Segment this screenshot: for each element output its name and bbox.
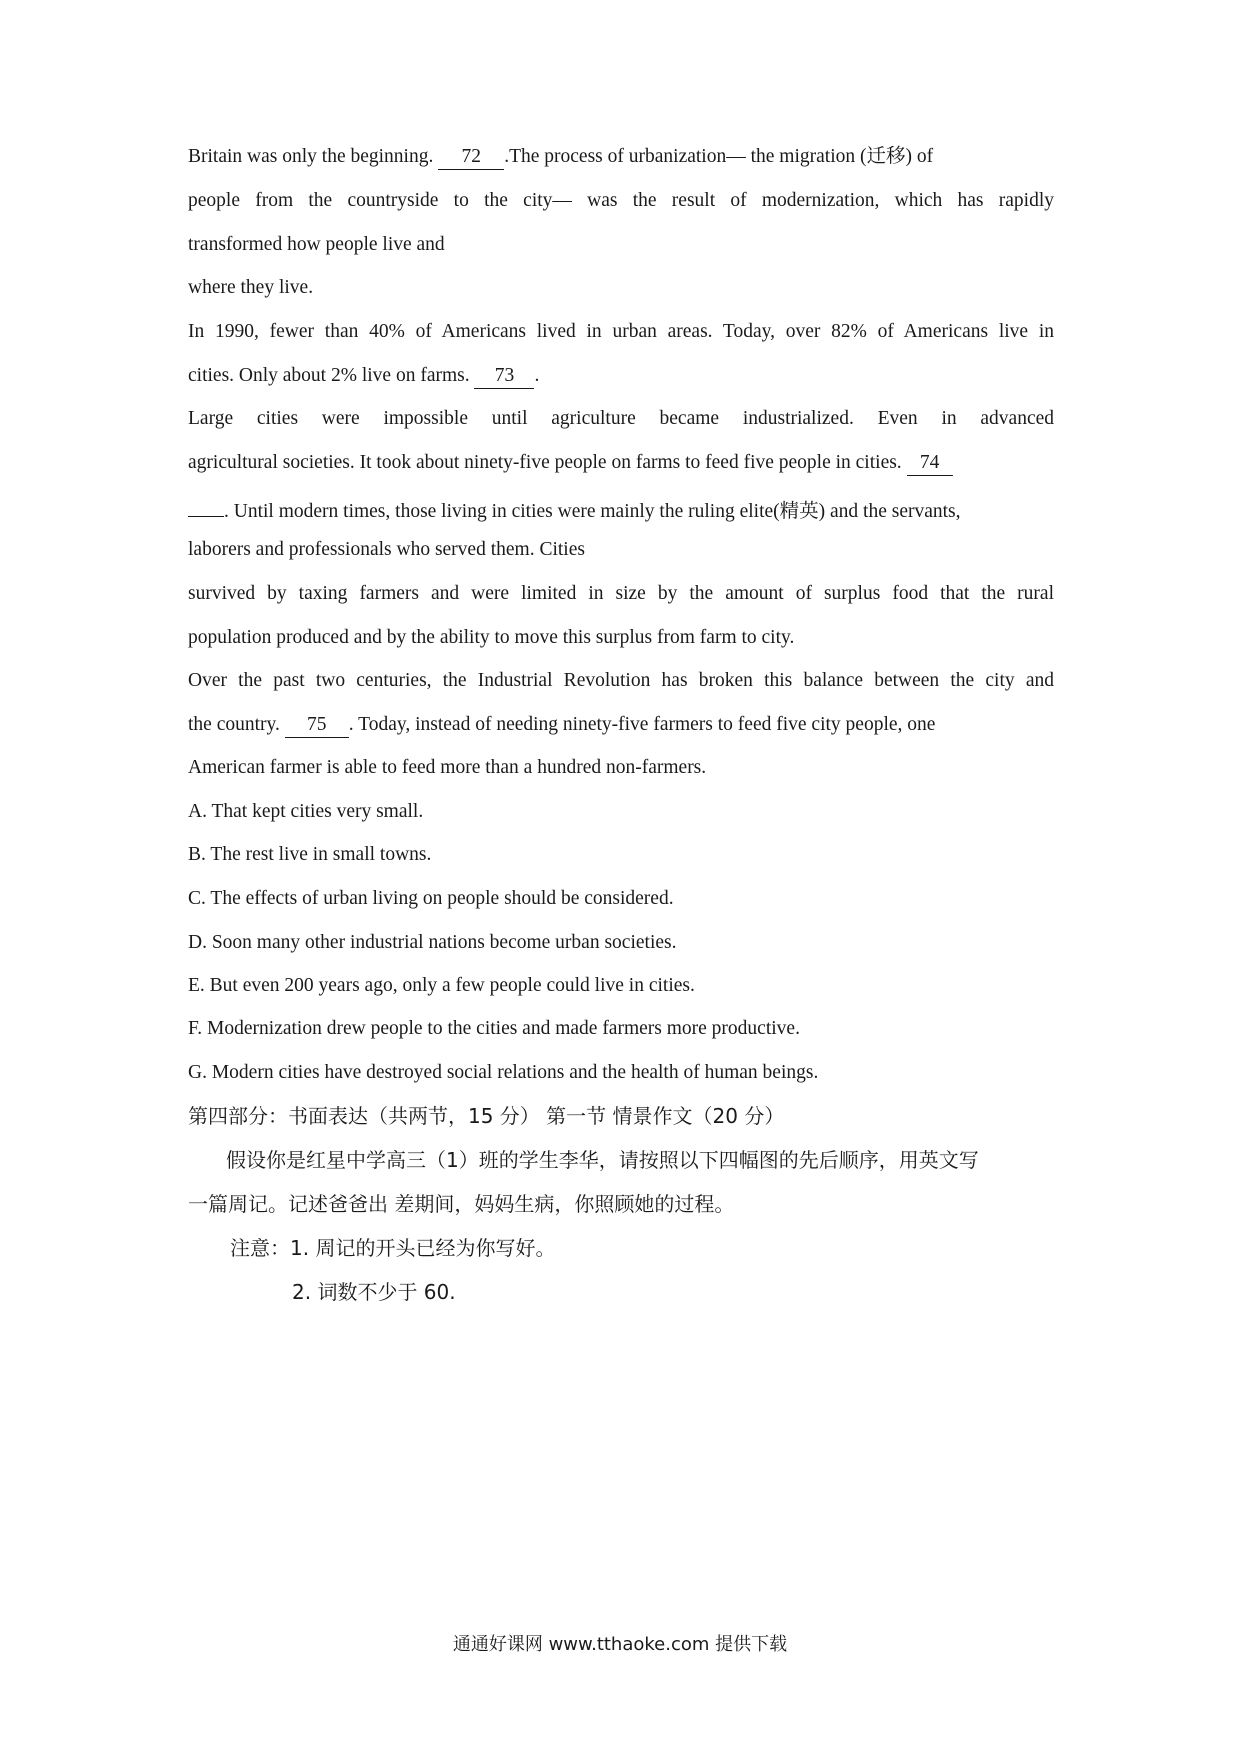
- passage-line-12: population produced and by the ability to move this surplus from farm to city.: [188, 627, 795, 648]
- option-g: G. Modern cities have destroyed social relations and the health of human beings.: [188, 1062, 819, 1083]
- passage-line-3: transformed how people live and: [188, 234, 445, 255]
- writing-prompt-line-2: 一篇周记。记述爸爸出 差期间，妈妈生病，你照顾她的过程。: [188, 1192, 735, 1216]
- answer-blank-73: 73: [474, 364, 534, 389]
- passage-line-9: . Until modern times, those living in cities were mainly the ruling elite(精英) and the servants,: [188, 492, 1054, 522]
- passage-line-1: Britain was only the beginning. 72 .The process of urbanization— the migration (迁移) of: [188, 142, 1054, 172]
- passage-line-11: survived by taxing farmers and were limited in size by the amount of surplus food that the rural: [188, 583, 1054, 604]
- answer-blank-75: 75: [285, 713, 349, 738]
- passage-line-7: Large cities were impossible until agriculture became industrialized. Even in advanced: [188, 408, 1054, 429]
- passage-line-14: the country. 75 . Today, instead of needing ninety-five farmers to feed five city people, one: [188, 710, 1054, 740]
- passage-line-10: laborers and professionals who served them. Cities: [188, 539, 585, 560]
- passage-line-15: American farmer is able to feed more than a hundred non-farmers.: [188, 757, 707, 778]
- option-a: A. That kept cities very small.: [188, 801, 424, 822]
- passage-line-4: where they live.: [188, 277, 314, 298]
- passage-line-5: In 1990, fewer than 40% of Americans lived in urban areas. Today, over 82% of Americans live in: [188, 321, 1054, 342]
- option-f: F. Modernization drew people to the cities and made farmers more productive.: [188, 1018, 800, 1039]
- answer-blank-74-tail: [188, 492, 224, 517]
- note-line-2: 2. 词数不少于 60.: [292, 1280, 456, 1304]
- option-e: E. But even 200 years ago, only a few people could live in cities.: [188, 975, 695, 996]
- passage-line-13: Over the past two centuries, the Industrial Revolution has broken this balance between the city and: [188, 670, 1054, 691]
- note-line-1: 注意：1. 周记的开头已经为你写好。: [230, 1236, 556, 1260]
- writing-prompt-line-1: 假设你是红星中学高三（1）班的学生李华，请按照以下四幅图的先后顺序，用英文写: [226, 1148, 979, 1172]
- answer-blank-72: 72: [438, 145, 504, 170]
- option-b: B. The rest live in small towns.: [188, 844, 432, 865]
- option-d: D. Soon many other industrial nations become urban societies.: [188, 932, 677, 953]
- page-footer: 通通好课网 www.tthaoke.com 提供下载: [452, 1634, 788, 1655]
- option-c: C. The effects of urban living on people should be considered.: [188, 888, 674, 909]
- passage-line-6: cities. Only about 2% live on farms. 73 .: [188, 361, 1054, 391]
- passage-line-8: agricultural societies. It took about ninety-five people on farms to feed five people in cities. 74: [188, 448, 1054, 478]
- passage-line-2: people from the countryside to the city— was the result of modernization, which has rapidly: [188, 190, 1054, 211]
- section-heading: 第四部分：书面表达（共两节，15 分） 第一节 情景作文（20 分）: [188, 1104, 785, 1128]
- answer-blank-74: 74: [907, 451, 953, 476]
